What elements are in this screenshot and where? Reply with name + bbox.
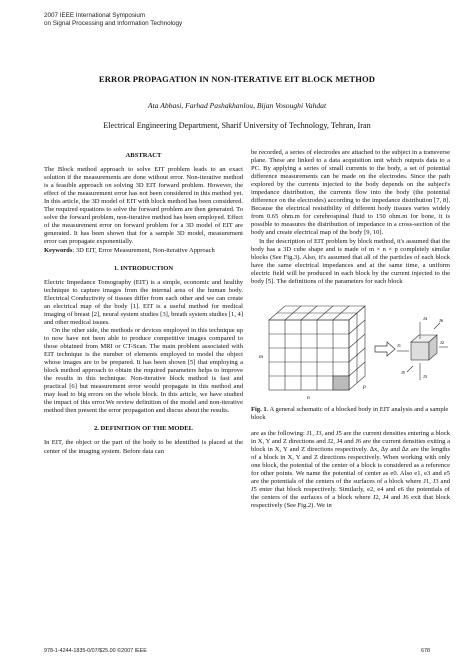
intro-paragraph-1: Electric Impedance Tomography (EIT) is a simple, economic and healthy technique to capture images from the internal area of the human body. Electrical Conductivity of tissues differ from each other and we can create an electrical map of the body [1]. EIT is a useful method for medical imaging of breast [2], neural system studies [3], breath system studies [1, 4] and other medical issues. (44, 278, 243, 326)
figure-label-p: p (363, 383, 366, 390)
intro-heading: 1. INTRODUCTION (113, 264, 174, 272)
paper-title: ERROR PROPAGATION IN NON-ITERATIVE EIT BLOCK METHOD (98, 74, 376, 84)
abstract-heading: ABSTRACT (125, 152, 162, 159)
figure-label-m: m (259, 353, 263, 360)
definition-heading: 2. DEFINITION OF THE MODEL (93, 425, 194, 433)
blocked-body-diagram (251, 292, 450, 404)
intro-paragraph-2: On the other side, the methods or devices employed in this technique up to now have not been able to produce competitive images compared to those obtained from MRI or CT-Scan. The main problem associated with EIT technique is the number of elements employed to model the object whose images are to be prepared. It has been shown [5] that employing a block method approach to obtain the required parameters helps to improve the results in this technique. Non-iterative block method is fast and practical [6] but measurement error would propagate in this method and may lead to big errors on the whole block. In this article, we have studied the impact of this error.We review definition of the model and non-iterative method then present the error propagation and discus about the results. (44, 326, 243, 415)
figure-label-j3: J3 (423, 373, 428, 379)
figure-label-j6: J6 (439, 317, 444, 323)
keywords-label: Keywords (44, 246, 73, 254)
figure-label-j5: J5 (401, 369, 406, 375)
conference-header-line1: 2007 IEEE International Symposium (44, 12, 146, 19)
figure-label-j4: J4 (423, 315, 428, 321)
figure-caption-label: Fig. 1 (251, 405, 267, 413)
highlighted-block (333, 376, 349, 390)
left-column (44, 149, 243, 456)
right-paragraph-3: are as the following: J1, J3, and J5 are the current densities entering a block in X, Y and Z directions and J2, J4 and J6 are the current densities exiting a block in X, Y and Z directions respectively. ∆x, ∆y and ∆z are the lengths of a block in X, Y and Z directions respectively. When working with only one block, the potential of the center of a block is considered as a reference for other points. We name the potential of center as e0. Also e1, e3 and e5 are the potentials of the centers of the surfaces of a block where J1, J3 and J5 enter that block respectively. Similarly, e2, e4 and e6 the potentials of the centers of the surfaces of a block where J2, J4 and J6 exit that block respectively (See Fig.2). We in (251, 429, 450, 510)
paper-authors: Ata Abbasi, Farhad Pashakhanlou, Bijan Vosoughi Vahdat (147, 101, 327, 110)
right-column (251, 149, 450, 510)
copyright-footer: 978-1-4244-1835-0/07/$25.00 ©2007 IEEE (44, 648, 147, 654)
conference-header (44, 12, 182, 28)
figure-caption-text: . A general schematic of a blocked body in EIT analysis and a sample block (251, 405, 449, 421)
figure-label-j1: J1 (397, 342, 402, 348)
right-paragraph-1: be recorded, a series of electrodes are attached to the subject in a transverse plane. These are linked to a data acquisition unit which outputs data to a PC. By applying a series of small currents to the body, a set of potential difference measurements can be made on the electrodes. Since the path explored by the currents injected to the body depends on the subject's impedance distribution, the currents flow into the body (the potential difference on the electrodes) according to the impedance distribution [7, 8]. Because the electrical resistibility of different body tissues varies widely from 0.65 ohm.m for cerebrospinal fluid to 150 ohm.m for bone, it is possible to measures the distribution of impedance in a cross-section of the body and create electrical map of the body [9, 10]. (251, 149, 450, 237)
conference-header-line2: on Signal Processing and Information Technology (44, 20, 183, 27)
arrow-icon (375, 342, 395, 356)
keywords (44, 247, 243, 255)
figure-1-caption (251, 406, 450, 422)
right-paragraph-2: In the description of EIT problem by block method, it's assumed that the body has a 3D cube shape and is made of m × n × p completely similar blocks (See Fig.3). Also, it's assumed that all of the particles of each block have the same electrical impedances and at the same time, a uniform electric field will be produced in each block by the current injected to the body [5]. The definitions of the parameters for each block (251, 237, 450, 285)
figure-label-j2: J2 (440, 339, 445, 345)
paper-affiliation: Electrical Engineering Department, Sharif University of Technology, Tehran, Iran (103, 121, 371, 130)
figure-label-n: n (307, 394, 310, 401)
figure-1 (251, 292, 450, 404)
keywords-text: : 3D EIT, Error Measurement, Non-iterative Approach (72, 246, 215, 254)
abstract-text: The Block method approach to solve EIT problem leads to an exact solution if the measurements are done without error. Non-iterative method is a feasible approach on solving 3D EIT forward problem. However, the effect of the measurement error has not been considered in this method yet. In this article, the 3D model of EIT with block method has been considered. The required equations to solve the forward problem are then generated. To solve the forward problem, non-iterative method has been employed. Effect of the measurement error on forward problem for a 3D model of EIT are generated. It has been shown that for a sample 3D model, measurement error can propagate exponentially. (44, 166, 243, 246)
definition-paragraph-1: In EIT, the object or the part of the body to be identified is placed at the center of the imaging system. Before data can (44, 439, 243, 455)
page-number: 678 (421, 648, 430, 654)
